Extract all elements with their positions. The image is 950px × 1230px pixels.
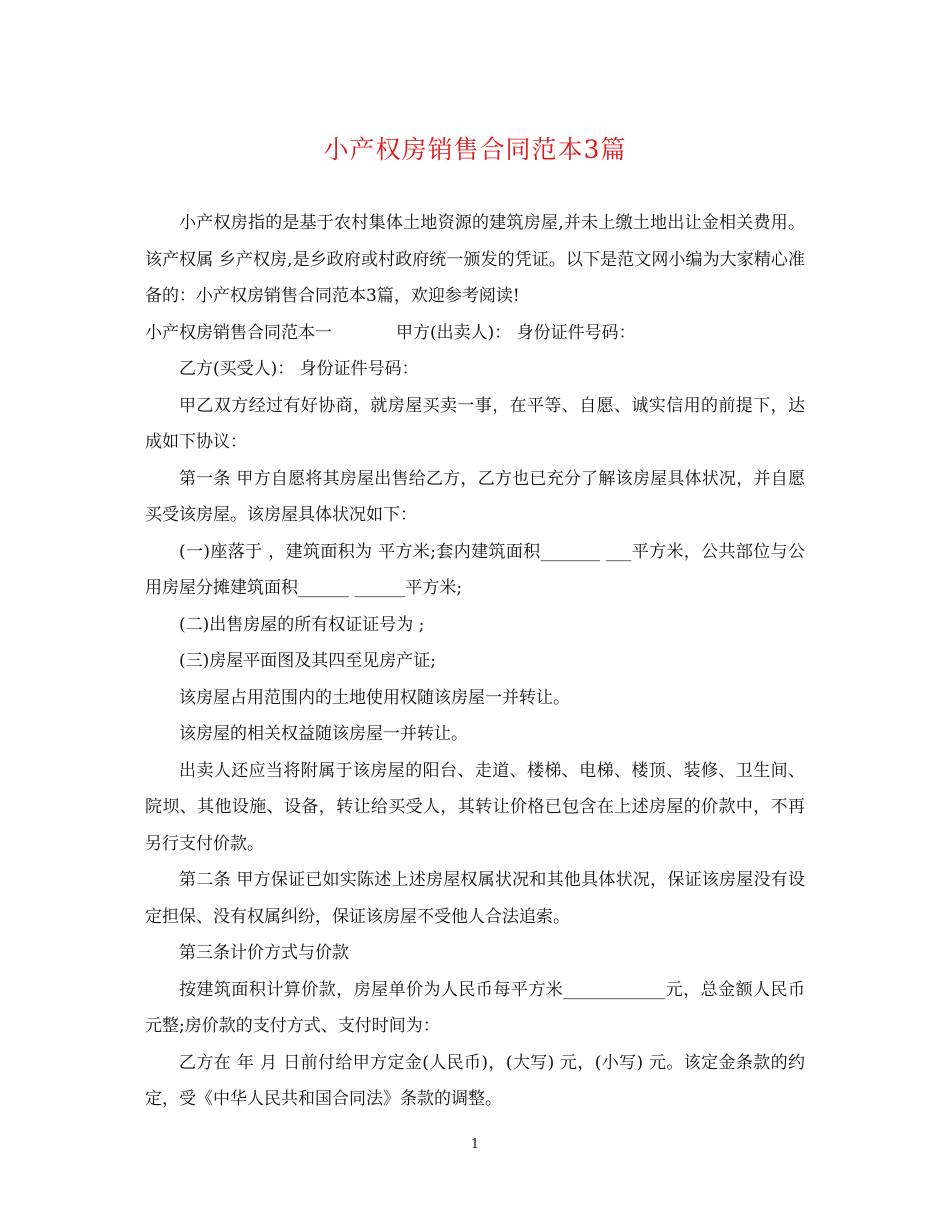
contract-heading: 小产权房销售合同范本一	[145, 322, 332, 343]
attachments-paragraph: 出卖人还应当将附属于该房屋的阳台、走道、楼梯、电梯、楼顶、装修、卫生间、院坝、其他设施、设备，转让给买受人，其转让价格已包含在上述房屋的价款中，不再另行支付价款。	[145, 760, 805, 854]
party-b-line: 乙方(买受人)： 身份证件号码：	[179, 359, 419, 379]
document-title: 小产权房销售合同范本3篇	[323, 135, 627, 164]
item-2-paragraph: (二)出售房屋的所有权证证号为 ;	[179, 614, 425, 635]
party-a-line: 甲方(出卖人)： 身份证件号码：	[396, 322, 636, 343]
article-1-paragraph: 第一条 甲方自愿将其房屋出售给乙方，乙方也已充分了解该房屋具体状况，并自愿买受该房屋。该房屋具体状况如下：	[145, 468, 805, 525]
pricing-paragraph: 按建筑面积计算价款，房屋单价为人民币每平方米____________元，总金额人民币 元整;房价款的支付方式、支付时间为：	[145, 979, 805, 1036]
land-rights-paragraph: 该房屋占用范围内的土地使用权随该房屋一并转让。	[179, 687, 570, 708]
article-2-paragraph: 第二条 甲方保证已如实陈述上述房屋权属状况和其他具体状况，保证该房屋没有设定担保、没有权属纠纷，保证该房屋不受他人合法追索。	[145, 870, 805, 927]
page-number: 1	[470, 1137, 480, 1152]
document-body	[145, 205, 805, 1118]
article-3-heading: 第三条计价方式与价款	[179, 943, 349, 963]
agreement-paragraph: 甲乙双方经过有好协商，就房屋买卖一事，在平等、自愿、诚实信用的前提下，达成如下协议：	[145, 395, 805, 452]
item-3-paragraph: (三)房屋平面图及其四至见房产证;	[179, 651, 436, 671]
item-1-paragraph: (一)座落于 ，建筑面积为 平方米;套内建筑面积_______ ___平方米，公共部位与公用房屋分摊建筑面积______ ______平方米;	[145, 541, 805, 598]
related-rights-paragraph: 该房屋的相关权益随该房屋一并转让。	[179, 724, 468, 744]
intro-paragraph: 小产权房指的是基于农村集体土地资源的建筑房屋,并未上缴土地出让金相关费用。该产权属 乡产权房,是乡政府或村政府统一颁发的凭证。以下是范文网小编为大家精心准备的：小产权房销售合同范本3篇，欢迎参考阅读!	[145, 213, 805, 306]
contract-heading-line	[145, 315, 805, 352]
deposit-paragraph: 乙方在 年 月 日前付给甲方定金(人民币)，(大写) 元，(小写) 元。该定金条款的约定，受《中华人民共和国合同法》条款的调整。	[145, 1052, 805, 1109]
